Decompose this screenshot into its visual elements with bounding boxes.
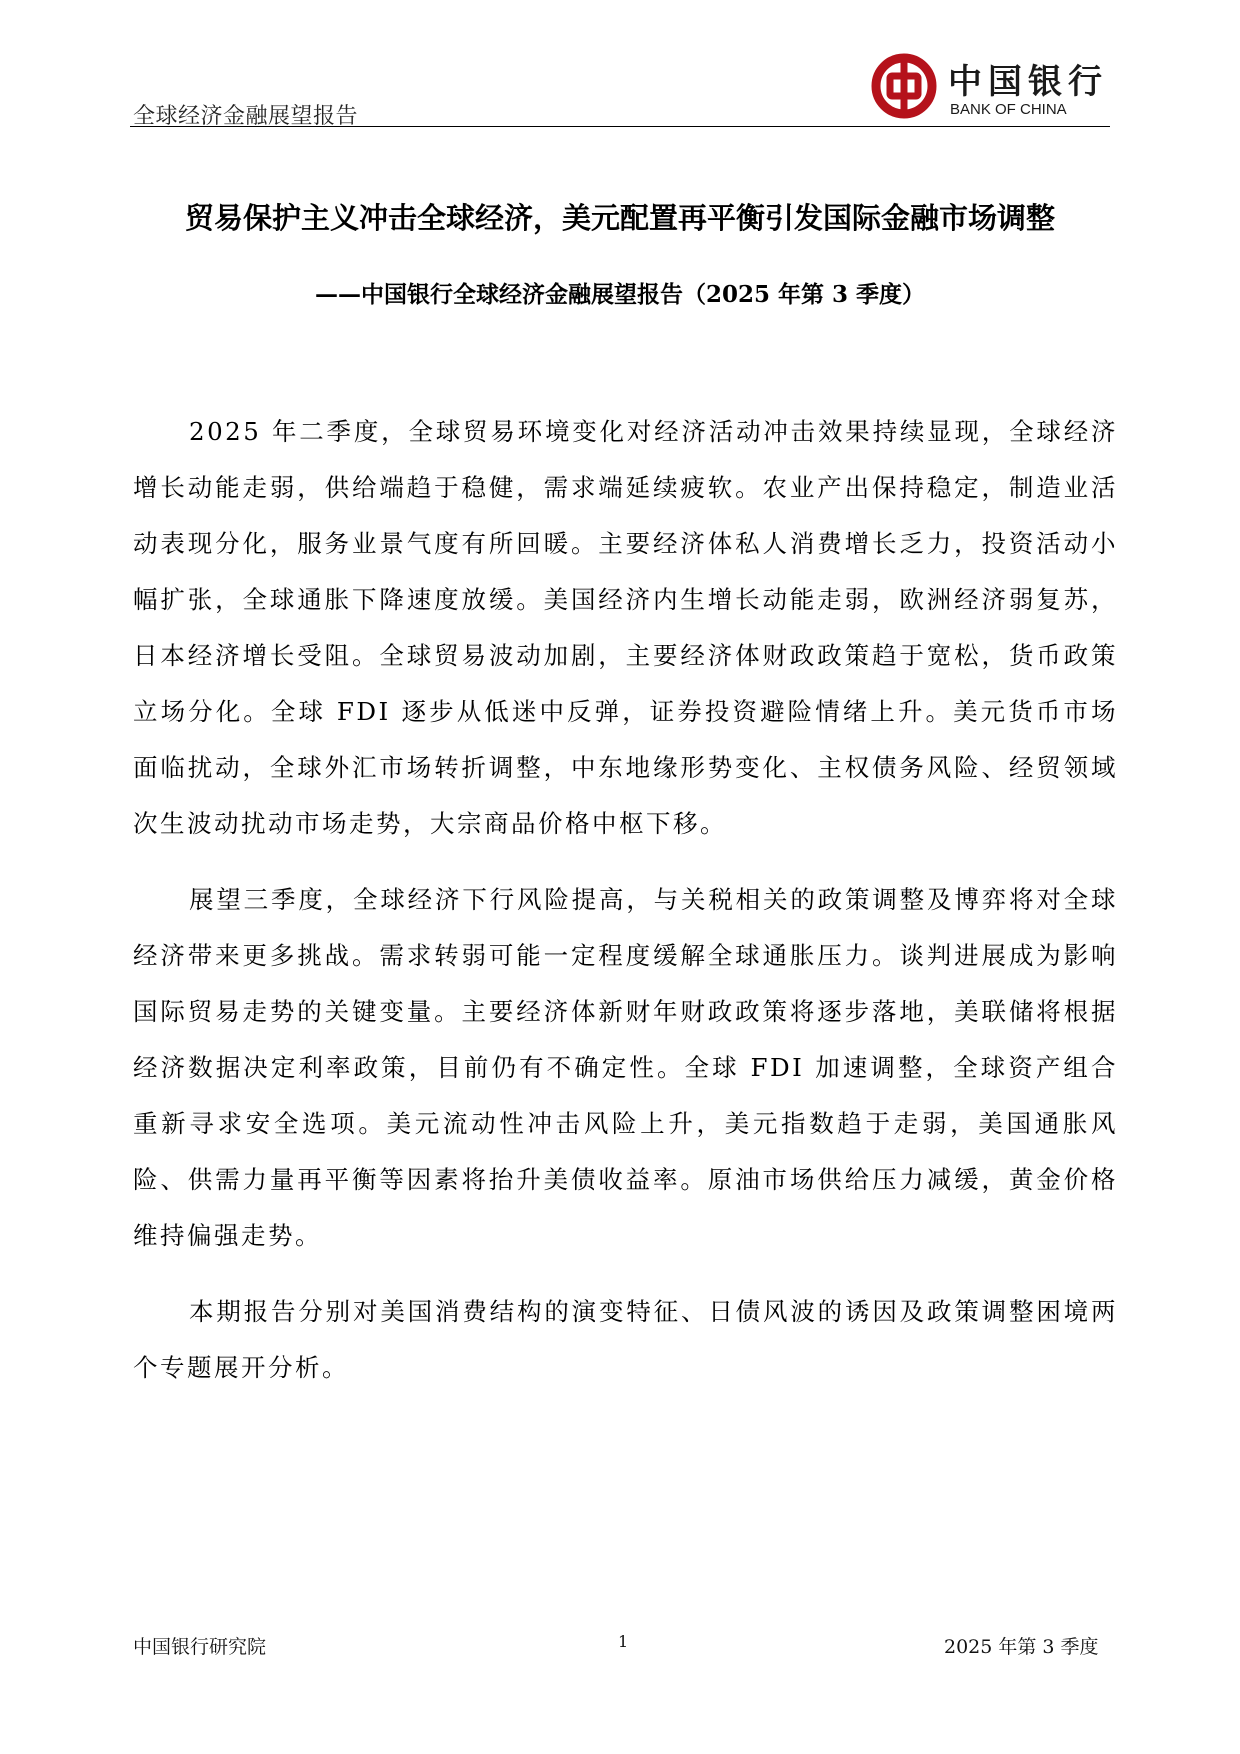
summary-paragraph: 2025 年二季度，全球贸易环境变化对经济活动冲击效果持续显现，全球经济增长动能走弱，供给端趋于稳健，需求端延续疲软。农业产出保持稳定，制造业活动表现分化，服务业景气度有所回暖。主要经济体私人消费增长乏力，投资活动小幅扩张，全球通胀下降速度放缓。美国经济内生增长动能走弱，欧洲经济弱复苏，日本经济增长受阻。全球贸易波动加剧，主要经济体财政政策趋于宽松，货币政策立场分化。全球 FDI 逐步从低迷中反弹，证券投资避险情绪上升。美元货币市场面临扰动，全球外汇市场转折调整，中东地缘形势变化、主权债务风险、经贸领域次生波动扰动市场走势，大宗商品价格中枢下移。 <box>133 417 1118 838</box>
footer-period: 2025 年第 3 季度 <box>944 1636 1099 1658</box>
summary-paragraph: 展望三季度，全球经济下行风险提高，与关税相关的政策调整及博弈将对全球经济带来更多挑战。需求转弱可能一定程度缓解全球通胀压力。谈判进展成为影响国际贸易走势的关键变量。主要经济体新财年财政政策将逐步落地，美联储将根据经济数据决定利率政策，目前仍有不确定性。全球 FDI 加速调整，全球资产组合重新寻求安全选项。美元流动性冲击风险上升，美元指数趋于走弱，美国通胀风险、供需力量再平衡等因素将抬升美债收益率。原油市场供给压力减缓，黄金价格维持偏强走势。 <box>133 885 1118 1250</box>
footer-institute: 中国银行研究院 <box>133 1636 267 1658</box>
report-title: 贸易保护主义冲击全球经济，美元配置再平衡引发国际金融市场调整 <box>184 201 1055 235</box>
report-summary <box>133 404 1118 1416</box>
logo-english-text: BANK OF CHINA <box>950 101 1067 118</box>
summary-paragraph: 本期报告分别对美国消费结构的演变特征、日债风波的诱因及政策调整困境两个专题展开分析。 <box>133 1297 1118 1382</box>
bank-of-china-logo <box>870 52 1110 122</box>
logo-chinese-text: 中国银行 <box>948 62 1108 102</box>
header-report-name: 全球经济金融展望报告 <box>133 104 359 129</box>
bank-of-china-emblem-icon <box>870 52 938 120</box>
footer-page-number: 1 <box>618 1632 629 1651</box>
header-divider <box>130 126 1110 127</box>
report-subtitle: ——中国银行全球经济金融展望报告（2025 年第 3 季度） <box>314 281 926 308</box>
